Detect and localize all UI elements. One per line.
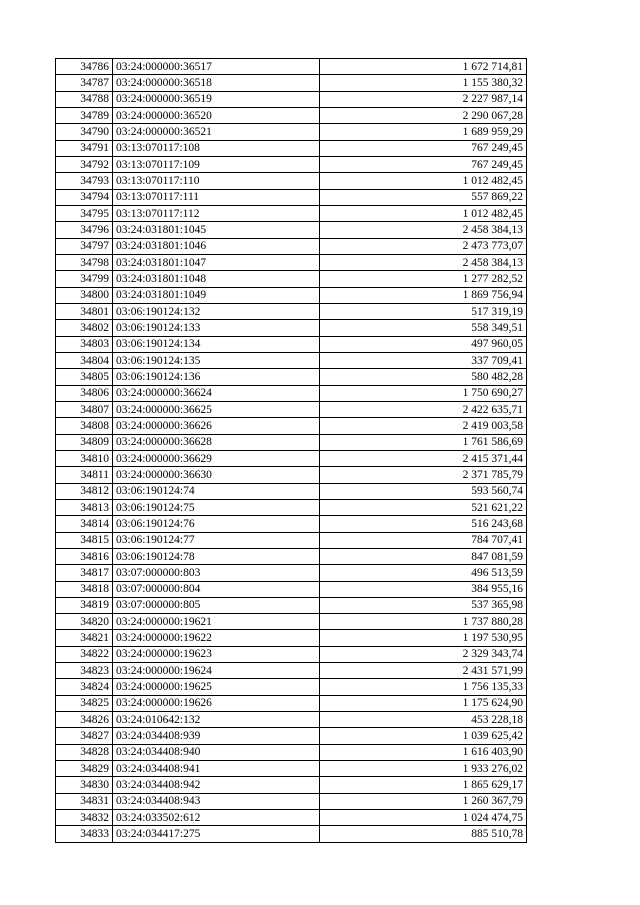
- row-number-cell: 34821: [56, 630, 113, 646]
- row-number-cell: 34795: [56, 205, 113, 221]
- value-cell: 2 419 003,58: [320, 418, 527, 434]
- row-number-cell: 34828: [56, 744, 113, 760]
- table-row: [56, 287, 527, 303]
- cadastral-number-cell: 03:24:034408:943: [113, 793, 320, 809]
- cadastral-number-cell: 03:24:000000:36521: [113, 124, 320, 140]
- cadastral-number-cell: 03:24:000000:36624: [113, 385, 320, 401]
- row-number-cell: 34809: [56, 434, 113, 450]
- value-cell: 517 319,19: [320, 303, 527, 319]
- cadastral-number-cell: 03:24:031801:1048: [113, 271, 320, 287]
- value-cell: 1 689 959,29: [320, 124, 527, 140]
- cadastral-number-cell: 03:24:000000:36520: [113, 107, 320, 123]
- row-number-cell: 34786: [56, 59, 113, 75]
- value-cell: 337 709,41: [320, 352, 527, 368]
- value-cell: 1 197 530,95: [320, 630, 527, 646]
- table-row: [56, 761, 527, 777]
- cadastral-number-cell: 03:24:000000:36629: [113, 450, 320, 466]
- cadastral-number-cell: 03:06:190124:77: [113, 532, 320, 548]
- table-row: [56, 352, 527, 368]
- table-row: [56, 777, 527, 793]
- table-row: [56, 483, 527, 499]
- value-cell: 516 243,68: [320, 516, 527, 532]
- row-number-cell: 34789: [56, 107, 113, 123]
- cadastral-number-cell: 03:06:190124:76: [113, 516, 320, 532]
- row-number-cell: 34805: [56, 369, 113, 385]
- table-row: [56, 173, 527, 189]
- row-number-cell: 34803: [56, 336, 113, 352]
- table-row: [56, 434, 527, 450]
- value-cell: 558 349,51: [320, 320, 527, 336]
- value-cell: 2 431 571,99: [320, 663, 527, 679]
- row-number-cell: 34814: [56, 516, 113, 532]
- table-row: [56, 695, 527, 711]
- table-row: [56, 238, 527, 254]
- cadastral-number-cell: 03:06:190124:132: [113, 303, 320, 319]
- cadastral-number-cell: 03:06:190124:74: [113, 483, 320, 499]
- row-number-cell: 34793: [56, 173, 113, 189]
- cadastral-number-cell: 03:06:190124:136: [113, 369, 320, 385]
- table-row: [56, 630, 527, 646]
- table-row: [56, 189, 527, 205]
- table-row: [56, 450, 527, 466]
- value-cell: 1 750 690,27: [320, 385, 527, 401]
- cadastral-number-cell: 03:24:000000:19622: [113, 630, 320, 646]
- cadastral-number-cell: 03:13:070117:108: [113, 140, 320, 156]
- table-row: [56, 548, 527, 564]
- value-cell: 593 560,74: [320, 483, 527, 499]
- value-cell: 767 249,45: [320, 140, 527, 156]
- row-number-cell: 34826: [56, 712, 113, 728]
- cadastral-number-cell: 03:24:000000:36519: [113, 91, 320, 107]
- table-row: [56, 810, 527, 826]
- row-number-cell: 34806: [56, 385, 113, 401]
- value-cell: 1 737 880,28: [320, 614, 527, 630]
- row-number-cell: 34817: [56, 565, 113, 581]
- data-table: [55, 58, 527, 843]
- value-cell: 1 155 380,32: [320, 75, 527, 91]
- value-cell: 557 869,22: [320, 189, 527, 205]
- cadastral-number-cell: 03:13:070117:112: [113, 205, 320, 221]
- value-cell: 2 227 987,14: [320, 91, 527, 107]
- value-cell: 537 365,98: [320, 597, 527, 613]
- value-cell: 1 933 276,02: [320, 761, 527, 777]
- table-row: [56, 597, 527, 613]
- table-row: [56, 614, 527, 630]
- cadastral-number-cell: 03:24:000000:36517: [113, 59, 320, 75]
- row-number-cell: 34794: [56, 189, 113, 205]
- cadastral-number-cell: 03:24:031801:1046: [113, 238, 320, 254]
- cadastral-number-cell: 03:24:033502:612: [113, 810, 320, 826]
- row-number-cell: 34816: [56, 548, 113, 564]
- cadastral-number-cell: 03:24:034408:939: [113, 728, 320, 744]
- cadastral-number-cell: 03:24:034408:942: [113, 777, 320, 793]
- row-number-cell: 34822: [56, 646, 113, 662]
- value-cell: 2 422 635,71: [320, 401, 527, 417]
- table-row: [56, 205, 527, 221]
- value-cell: 1 672 714,81: [320, 59, 527, 75]
- value-cell: 1 260 367,79: [320, 793, 527, 809]
- table-row: [56, 401, 527, 417]
- table-row: [56, 303, 527, 319]
- value-cell: 1 616 403,90: [320, 744, 527, 760]
- cadastral-number-cell: 03:24:000000:36630: [113, 467, 320, 483]
- row-number-cell: 34829: [56, 761, 113, 777]
- table-row: [56, 728, 527, 744]
- cadastral-number-cell: 03:06:190124:135: [113, 352, 320, 368]
- table-row: [56, 222, 527, 238]
- table-row: [56, 140, 527, 156]
- value-cell: 784 707,41: [320, 532, 527, 548]
- value-cell: 453 228,18: [320, 712, 527, 728]
- table-row: [56, 532, 527, 548]
- value-cell: 496 513,59: [320, 565, 527, 581]
- row-number-cell: 34787: [56, 75, 113, 91]
- table-row: [56, 254, 527, 270]
- cadastral-number-cell: 03:07:000000:803: [113, 565, 320, 581]
- table-row: [56, 124, 527, 140]
- cadastral-number-cell: 03:24:010642:132: [113, 712, 320, 728]
- table-row: [56, 107, 527, 123]
- value-cell: 521 621,22: [320, 499, 527, 515]
- row-number-cell: 34788: [56, 91, 113, 107]
- cadastral-number-cell: 03:13:070117:109: [113, 156, 320, 172]
- value-cell: 885 510,78: [320, 826, 527, 842]
- row-number-cell: 34811: [56, 467, 113, 483]
- cadastral-number-cell: 03:24:000000:36626: [113, 418, 320, 434]
- value-cell: 2 458 384,13: [320, 254, 527, 270]
- value-cell: 384 955,16: [320, 581, 527, 597]
- cadastral-number-cell: 03:06:190124:134: [113, 336, 320, 352]
- row-number-cell: 34792: [56, 156, 113, 172]
- row-number-cell: 34800: [56, 287, 113, 303]
- cadastral-number-cell: 03:24:000000:36518: [113, 75, 320, 91]
- row-number-cell: 34804: [56, 352, 113, 368]
- cadastral-number-cell: 03:24:000000:36625: [113, 401, 320, 417]
- table-row: [56, 516, 527, 532]
- cadastral-number-cell: 03:13:070117:111: [113, 189, 320, 205]
- row-number-cell: 34812: [56, 483, 113, 499]
- row-number-cell: 34833: [56, 826, 113, 842]
- value-cell: 1 012 482,45: [320, 173, 527, 189]
- value-cell: 2 458 384,13: [320, 222, 527, 238]
- value-cell: 1 024 474,75: [320, 810, 527, 826]
- row-number-cell: 34796: [56, 222, 113, 238]
- row-number-cell: 34823: [56, 663, 113, 679]
- row-number-cell: 34830: [56, 777, 113, 793]
- row-number-cell: 34790: [56, 124, 113, 140]
- table-row: [56, 663, 527, 679]
- value-cell: 767 249,45: [320, 156, 527, 172]
- table-row: [56, 59, 527, 75]
- value-cell: 1 277 282,52: [320, 271, 527, 287]
- value-cell: 580 482,28: [320, 369, 527, 385]
- table-row: [56, 565, 527, 581]
- table-row: [56, 826, 527, 842]
- cadastral-number-cell: 03:24:000000:19625: [113, 679, 320, 695]
- row-number-cell: 34831: [56, 793, 113, 809]
- table-row: [56, 793, 527, 809]
- value-cell: 497 960,05: [320, 336, 527, 352]
- table-row: [56, 499, 527, 515]
- table-row: [56, 369, 527, 385]
- table-row: [56, 646, 527, 662]
- value-cell: 847 081,59: [320, 548, 527, 564]
- cadastral-number-cell: 03:24:000000:19623: [113, 646, 320, 662]
- cadastral-number-cell: 03:24:000000:19624: [113, 663, 320, 679]
- cadastral-number-cell: 03:24:000000:36628: [113, 434, 320, 450]
- row-number-cell: 34798: [56, 254, 113, 270]
- value-cell: 1 756 135,33: [320, 679, 527, 695]
- value-cell: 2 329 343,74: [320, 646, 527, 662]
- cadastral-number-cell: 03:24:031801:1045: [113, 222, 320, 238]
- row-number-cell: 34825: [56, 695, 113, 711]
- table-row: [56, 75, 527, 91]
- row-number-cell: 34797: [56, 238, 113, 254]
- cadastral-number-cell: 03:24:000000:19621: [113, 614, 320, 630]
- row-number-cell: 34832: [56, 810, 113, 826]
- cadastral-number-cell: 03:24:000000:19626: [113, 695, 320, 711]
- table-row: [56, 467, 527, 483]
- value-cell: 2 473 773,07: [320, 238, 527, 254]
- cadastral-number-cell: 03:06:190124:133: [113, 320, 320, 336]
- table-row: [56, 336, 527, 352]
- table-row: [56, 418, 527, 434]
- row-number-cell: 34827: [56, 728, 113, 744]
- value-cell: 2 371 785,79: [320, 467, 527, 483]
- cadastral-number-cell: 03:07:000000:805: [113, 597, 320, 613]
- row-number-cell: 34791: [56, 140, 113, 156]
- cadastral-number-cell: 03:07:000000:804: [113, 581, 320, 597]
- cadastral-number-cell: 03:24:034408:941: [113, 761, 320, 777]
- value-cell: 1 175 624,90: [320, 695, 527, 711]
- row-number-cell: 34801: [56, 303, 113, 319]
- cadastral-number-cell: 03:06:190124:75: [113, 499, 320, 515]
- value-cell: 2 415 371,44: [320, 450, 527, 466]
- row-number-cell: 34807: [56, 401, 113, 417]
- row-number-cell: 34802: [56, 320, 113, 336]
- table-row: [56, 744, 527, 760]
- value-cell: 1 865 629,17: [320, 777, 527, 793]
- row-number-cell: 34810: [56, 450, 113, 466]
- row-number-cell: 34824: [56, 679, 113, 695]
- cadastral-number-cell: 03:24:034417:275: [113, 826, 320, 842]
- table-row: [56, 679, 527, 695]
- row-number-cell: 34808: [56, 418, 113, 434]
- table-row: [56, 385, 527, 401]
- table-row: [56, 581, 527, 597]
- cadastral-number-cell: 03:24:034408:940: [113, 744, 320, 760]
- row-number-cell: 34813: [56, 499, 113, 515]
- row-number-cell: 34818: [56, 581, 113, 597]
- value-cell: 1 869 756,94: [320, 287, 527, 303]
- row-number-cell: 34819: [56, 597, 113, 613]
- table-body: [56, 59, 527, 843]
- value-cell: 2 290 067,28: [320, 107, 527, 123]
- table-row: [56, 320, 527, 336]
- value-cell: 1 761 586,69: [320, 434, 527, 450]
- row-number-cell: 34820: [56, 614, 113, 630]
- cadastral-number-cell: 03:24:031801:1047: [113, 254, 320, 270]
- cadastral-number-cell: 03:13:070117:110: [113, 173, 320, 189]
- table-row: [56, 156, 527, 172]
- table-row: [56, 271, 527, 287]
- value-cell: 1 039 625,42: [320, 728, 527, 744]
- row-number-cell: 34799: [56, 271, 113, 287]
- row-number-cell: 34815: [56, 532, 113, 548]
- value-cell: 1 012 482,45: [320, 205, 527, 221]
- cadastral-number-cell: 03:24:031801:1049: [113, 287, 320, 303]
- table-row: [56, 91, 527, 107]
- cadastral-number-cell: 03:06:190124:78: [113, 548, 320, 564]
- table-row: [56, 712, 527, 728]
